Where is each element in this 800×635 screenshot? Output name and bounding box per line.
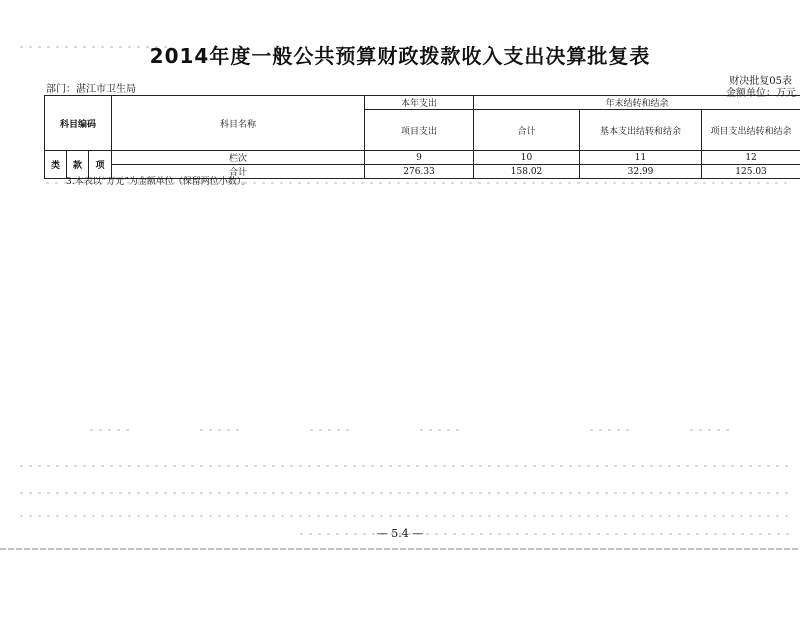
code-level-class: 类: [45, 151, 67, 179]
sequence-label: 栏次: [112, 151, 365, 165]
sequence-number: 9: [365, 151, 474, 165]
report-title: 2014年度一般公共预算财政拨款收入支出决算批复表: [149, 44, 651, 68]
header-row-top: [45, 96, 800, 110]
budget-table: [44, 95, 800, 179]
sequence-number: 12: [702, 151, 800, 165]
total-value-cell: 158.02: [474, 165, 580, 179]
code-level-item: 项: [89, 151, 112, 179]
total-column-header: 合计: [474, 110, 580, 151]
page-number: — 5.4 —: [376, 527, 424, 540]
footnote: 3.本表以“万元”为金额单位（保留两位小数）。: [66, 177, 251, 187]
subject-name-header: 科目名称: [112, 96, 365, 151]
form-code: 财决批复05表: [729, 76, 792, 87]
total-value-cell: 32.99: [580, 165, 702, 179]
year-end-balance-header: 年末结转和结余: [474, 96, 800, 110]
department-label: 部门：湛江市卫生局: [46, 84, 136, 95]
total-row-label: 合计: [112, 165, 365, 179]
current-year-expenditure-header: 本年支出: [365, 96, 474, 110]
basic-balance-header: 基本支出结转和结余: [580, 110, 702, 151]
sequence-number: 10: [474, 151, 580, 165]
sequence-row: [45, 151, 800, 165]
subject-code-header: 科目编码: [45, 96, 112, 151]
project-expenditure-header: 项目支出: [365, 110, 474, 151]
total-value-cell: 276.33: [365, 165, 474, 179]
code-level-section: 款: [67, 151, 89, 179]
project-balance-header: 项目支出结转和结余: [702, 110, 800, 151]
amount-unit: 金额单位：万元: [726, 88, 796, 99]
sequence-number: 11: [580, 151, 702, 165]
total-value-cell: 125.03: [702, 165, 800, 179]
